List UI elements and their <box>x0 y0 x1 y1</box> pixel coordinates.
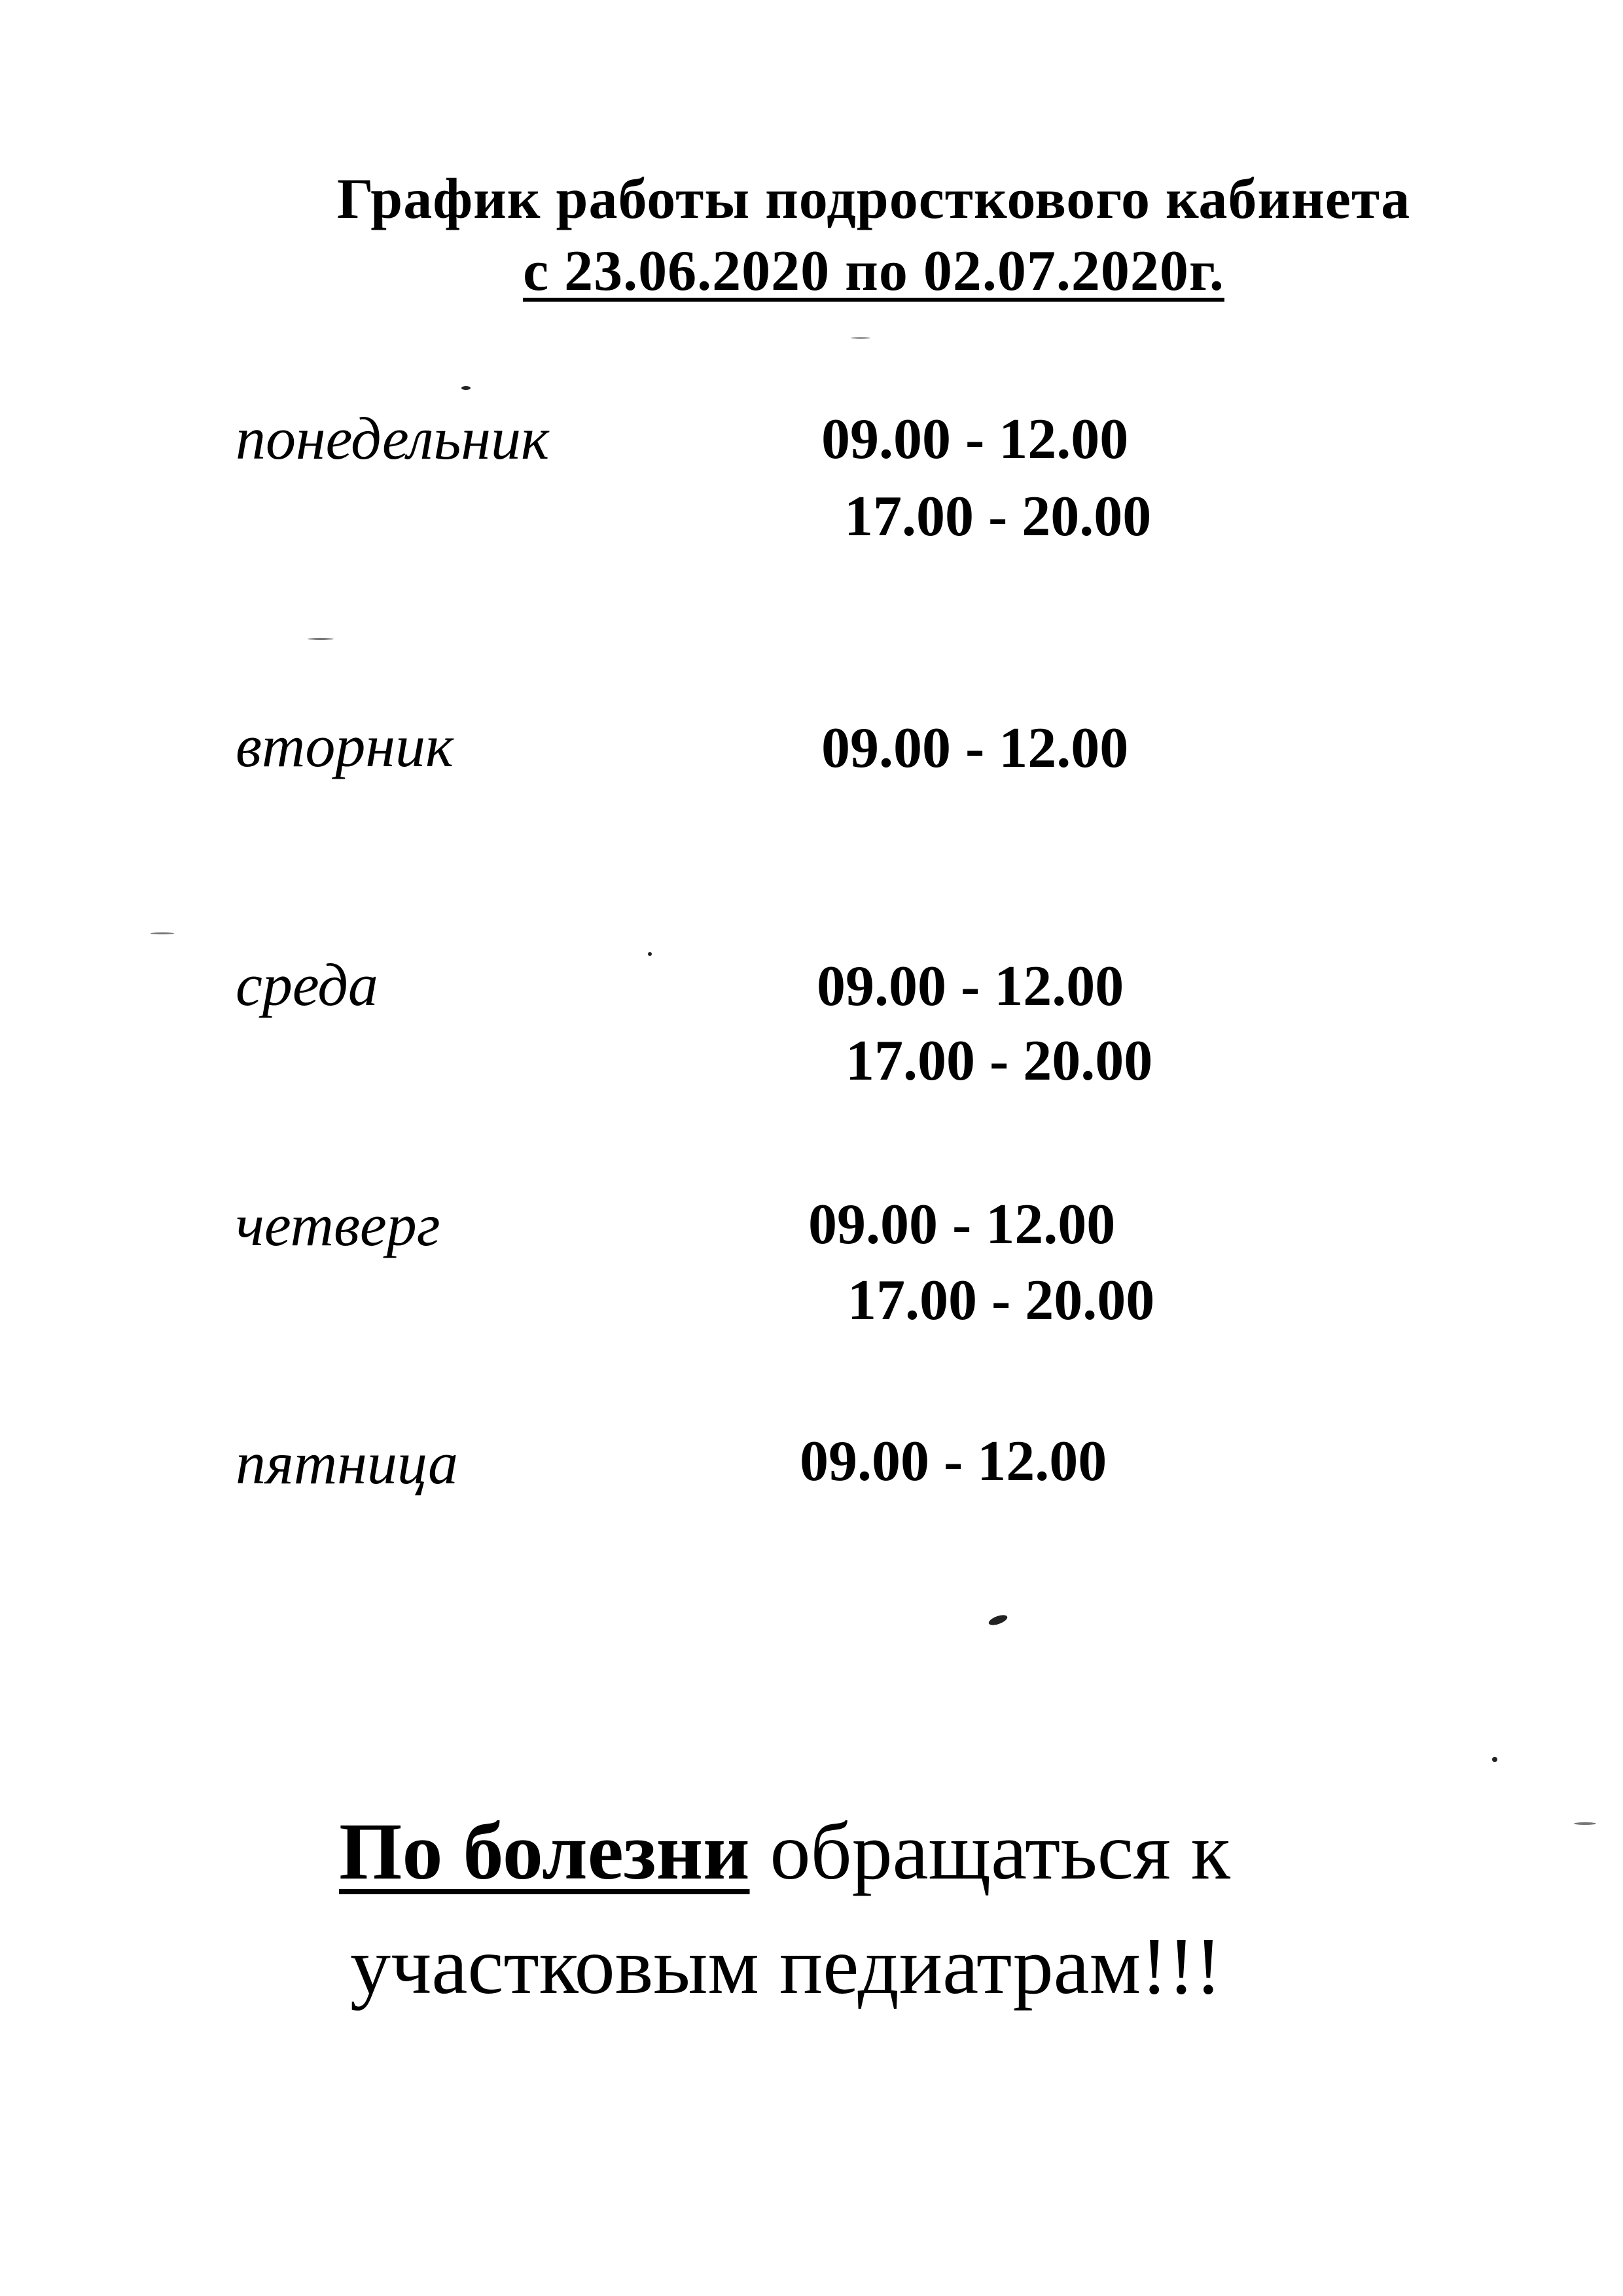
scan-speck <box>988 1613 1008 1627</box>
time-slot-wednesday-2: 17.00 - 20.00 <box>846 1029 1153 1093</box>
time-slot-tuesday-1: 09.00 - 12.00 <box>821 716 1129 780</box>
time-slot-wednesday-1: 09.00 - 12.00 <box>817 955 1124 1018</box>
scan-speck <box>461 386 471 390</box>
scan-speck <box>851 337 870 339</box>
schedule-period <box>0 239 1623 304</box>
day-label-wednesday: среда <box>236 951 378 1018</box>
scan-speck <box>648 952 652 956</box>
notice-emphasis: По болезни <box>339 1807 750 1896</box>
scan-speck <box>308 638 334 640</box>
time-slot-monday-2: 17.00 - 20.00 <box>844 485 1152 548</box>
notice-line-1-rest: обращаться к <box>749 1807 1231 1896</box>
page-title: График работы подросткового кабинета <box>336 168 1411 231</box>
day-label-thursday: четверг <box>236 1192 440 1258</box>
schedule-period-text: с 23.06.2020 по 02.07.2020г. <box>523 239 1224 303</box>
scan-speck <box>151 932 174 934</box>
day-label-tuesday: вторник <box>236 713 454 779</box>
notice-line-1 <box>339 1806 1230 1898</box>
time-slot-monday-1: 09.00 - 12.00 <box>821 408 1129 471</box>
day-label-monday: понедельник <box>236 405 550 472</box>
scan-speck <box>1574 1822 1596 1825</box>
time-slot-thursday-2: 17.00 - 20.00 <box>847 1269 1155 1332</box>
time-slot-friday-1: 09.00 - 12.00 <box>800 1430 1107 1493</box>
time-slot-thursday-1: 09.00 - 12.00 <box>808 1193 1116 1256</box>
day-label-friday: пятница <box>236 1430 458 1496</box>
scan-speck <box>1492 1757 1497 1762</box>
notice-line-2: участковым педиатрам!!! <box>350 1921 1222 2011</box>
